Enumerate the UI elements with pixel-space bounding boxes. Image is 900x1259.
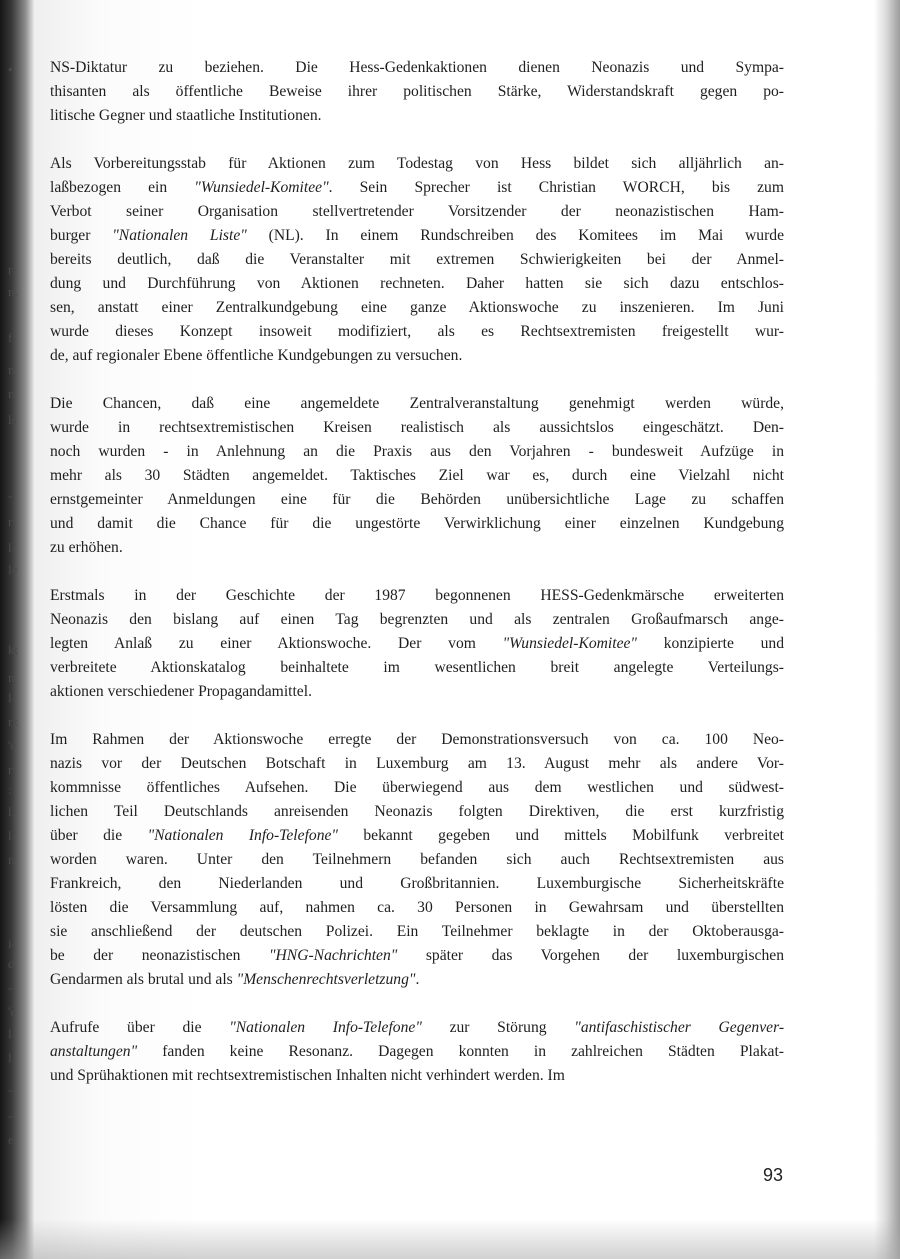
text-line xyxy=(50,752,784,776)
margin-fragment: d xyxy=(8,956,15,971)
italic-quote: "Nationalen Info-Telefone" xyxy=(229,1019,422,1036)
text-segment: . xyxy=(415,971,420,988)
text-segment: laßbezogen ein xyxy=(50,179,195,196)
text-segment: und Sprühaktionen mit rechtsextremistischen Inhalten nicht verhindert werden. Im xyxy=(50,1067,565,1084)
text-line xyxy=(50,512,784,536)
text-segment: zur Störung xyxy=(421,1019,575,1036)
text-line xyxy=(50,1040,784,1064)
italic-quote: "antifaschistischer Gegenver- xyxy=(574,1019,785,1036)
facing-page-margin-fragments xyxy=(0,0,30,1259)
text-line xyxy=(50,632,784,656)
text-segment: burger xyxy=(50,227,113,244)
paragraph xyxy=(50,1016,784,1088)
paragraph-gap xyxy=(50,128,784,152)
text-segment: Als Vorbereitungsstab für Aktionen zum Todestag von Hess bildet sich alljährlich an- xyxy=(50,155,784,172)
margin-fragment: l- xyxy=(8,690,16,705)
text-segment: . Sein Sprecher ist Christian WORCH, bis zum xyxy=(328,179,784,196)
page-number: 93 xyxy=(762,1165,783,1185)
margin-fragment: n xyxy=(8,670,15,685)
text-line xyxy=(50,1064,784,1088)
text-line xyxy=(50,416,784,440)
text-segment: wurde dieses Konzept insoweit modifiziert, als es Rechtsextremisten freigestellt wur- xyxy=(50,323,784,340)
margin-fragment: rz xyxy=(8,714,19,729)
paragraph-gap xyxy=(50,992,784,1016)
margin-fragment: e xyxy=(8,1132,14,1147)
text-line xyxy=(50,536,784,560)
text-segment: litische Gegner und staatliche Institutionen. xyxy=(50,107,322,124)
paragraph xyxy=(50,152,784,368)
text-line xyxy=(50,224,784,248)
text-line xyxy=(50,296,784,320)
margin-fragment: - xyxy=(8,1082,13,1097)
text-segment: fanden keine Resonanz. Dagegen konnten in zahlreichen Städten Plakat- xyxy=(137,1043,784,1060)
text-line xyxy=(50,104,784,128)
text-segment: ernstgemeinter Anmeldungen eine für die Behörden unübersichtliche Lage zu schaffen xyxy=(50,491,784,508)
text-line xyxy=(50,56,784,80)
text-segment: (NL). In einem Rundschreiben des Komitees im Mai wurde xyxy=(246,227,784,244)
paragraph xyxy=(50,392,784,560)
text-line xyxy=(50,320,784,344)
text-segment: Verbot seiner Organisation stellvertretender Vorsitzender der neonazistischen Ham- xyxy=(50,203,784,220)
text-segment: Frankreich, den Niederlanden und Großbritannien. Luxemburgische Sicherheitskräfte xyxy=(50,875,784,892)
italic-quote: "HNG-Nachrichten" xyxy=(269,947,398,964)
margin-fragment: le xyxy=(8,562,18,577)
text-line xyxy=(50,944,784,968)
margin-fragment: l- xyxy=(8,540,16,555)
text-segment: Die Chancen, daß eine angemeldete Zentralveranstaltung genehmigt werden würde, xyxy=(50,395,784,412)
text-segment: Aufrufe über die xyxy=(50,1019,230,1036)
text-line xyxy=(50,872,784,896)
paragraph xyxy=(50,56,784,128)
text-segment: lösten die Versammlung auf, nahmen ca. 30 Personen in Gewahrsam und überstellten xyxy=(50,899,784,916)
text-segment: und damit die Chance für die ungestörte Verwirklichung einer einzelnen Kundgebung xyxy=(50,515,784,532)
text-segment: aktionen verschiedener Propagandamittel. xyxy=(50,683,312,700)
text-segment: sie anschließend der deutschen Polizei. Ein Teilnehmer beklagte in der Oktoberausga- xyxy=(50,923,784,940)
margin-fragment: f- xyxy=(8,330,17,345)
text-segment: Gendarmen als brutal und als xyxy=(50,971,237,988)
margin-fragment: kt xyxy=(8,642,19,657)
paragraph xyxy=(50,728,784,992)
margin-fragment: - xyxy=(8,980,13,995)
text-line xyxy=(50,344,784,368)
text-line xyxy=(50,464,784,488)
text-line xyxy=(50,248,784,272)
text-segment: zu erhöhen. xyxy=(50,539,123,556)
text-segment: mehr als 30 Städten angemeldet. Taktisches Ziel war es, durch eine Vielzahl nicht xyxy=(50,467,784,484)
text-segment: worden waren. Unter den Teilnehmern befanden sich auch Rechtsextremisten aus xyxy=(50,851,784,868)
text-segment: lichen Teil Deutschlands anreisenden Neonazis folgten Direktiven, die erst kurzfristig xyxy=(50,803,784,820)
text-segment: bereits deutlich, daß die Veranstalter mit extremen Schwierigkeiten bei der Anmel- xyxy=(50,251,784,268)
margin-fragment: n xyxy=(8,852,15,867)
text-segment: über die xyxy=(50,827,148,844)
paragraph xyxy=(50,584,784,704)
italic-quote: "Menschenrechtsverletzung" xyxy=(236,971,416,988)
margin-fragment: l xyxy=(8,1050,12,1065)
text-line xyxy=(50,656,784,680)
margin-fragment: ls xyxy=(8,412,17,427)
paragraph-gap xyxy=(50,560,784,584)
text-segment: dung und Durchführung von Aktionen rechneten. Daher hatten sie sich dazu entschlos- xyxy=(50,275,784,292)
text-line xyxy=(50,80,784,104)
text-line xyxy=(50,176,784,200)
text-line xyxy=(50,680,784,704)
text-segment: Im Rahmen der Aktionswoche erregte der Demonstrationsversuch von ca. 100 Neo- xyxy=(50,731,784,748)
italic-quote: "Wunsiedel-Komitee" xyxy=(502,635,637,652)
text-segment: wurde in rechtsextremistischen Kreisen realistisch als aussichtslos eingeschätzt. Den- xyxy=(50,419,784,436)
text-segment: noch wurden - in Anlehnung an die Praxis aus den Vorjahren - bundesweit Aufzüge in xyxy=(50,443,784,460)
text-segment: konzipierte und xyxy=(636,635,784,652)
text-line xyxy=(50,152,784,176)
margin-fragment: r- xyxy=(8,262,17,277)
text-line xyxy=(50,200,784,224)
text-line xyxy=(50,824,784,848)
italic-quote: "Wunsiedel-Komitee" xyxy=(194,179,329,196)
margin-fragment: : xyxy=(8,782,12,797)
margin-fragment: • xyxy=(8,62,13,77)
margin-fragment: 'e xyxy=(8,1004,17,1019)
text-segment: be der neonazistischen xyxy=(50,947,269,964)
margin-fragment: i- xyxy=(8,936,16,951)
margin-fragment: l- xyxy=(8,1026,16,1041)
margin-fragment: l- xyxy=(8,828,16,843)
text-line xyxy=(50,776,784,800)
text-line xyxy=(50,584,784,608)
paragraph-gap xyxy=(50,704,784,728)
text-line xyxy=(50,608,784,632)
paragraph-gap xyxy=(50,368,784,392)
margin-fragment: - xyxy=(8,488,13,503)
text-segment: später das Vorgehen der luxemburgischen xyxy=(397,947,784,964)
margin-fragment: n xyxy=(8,386,15,401)
text-segment: Erstmals in der Geschichte der 1987 begonnenen HESS-Gedenkmärsche erweiterten xyxy=(50,587,784,604)
text-segment: NS-Diktatur zu beziehen. Die Hess-Gedenkaktionen dienen Neonazis und Sympa- xyxy=(50,59,784,76)
margin-fragment: n, xyxy=(8,284,18,299)
text-segment: thisanten als öffentliche Beweise ihrer politischen Stärke, Widerstandskraft gegen po- xyxy=(50,83,784,100)
text-line xyxy=(50,272,784,296)
bottom-shadow xyxy=(0,1219,900,1259)
text-segment: kommnisse öffentliches Aufsehen. Die überwiegend aus dem westlichen und südwest- xyxy=(50,779,784,796)
text-line xyxy=(50,1016,784,1040)
text-segment: Neonazis den bislang auf einen Tag begrenzten und als zentralen Großaufmarsch ange- xyxy=(50,611,784,628)
text-line xyxy=(50,800,784,824)
text-segment: sen, anstatt einer Zentralkundgebung eine ganze Aktionswoche zu inszenieren. Im Juni xyxy=(50,299,784,316)
text-segment: legten Anlaß zu einer Aktionswoche. Der vom xyxy=(50,635,503,652)
page-edge-shadow xyxy=(874,0,900,1259)
text-line xyxy=(50,896,784,920)
document-body xyxy=(50,56,784,1088)
text-line xyxy=(50,848,784,872)
text-segment: verbreitete Aktionskatalog beinhaltete im wesentlichen breit angelegte Verteilungs- xyxy=(50,659,784,676)
text-segment: nazis vor der Deutschen Botschaft in Luxemburg am 13. August mehr als andere Vor- xyxy=(50,755,784,772)
margin-fragment: 'e xyxy=(8,738,17,753)
italic-quote: anstaltungen" xyxy=(50,1043,138,1060)
italic-quote: "Nationalen Liste" xyxy=(112,227,247,244)
text-segment: bekannt gegeben und mittels Mobilfunk verbreitet xyxy=(337,827,785,844)
text-line xyxy=(50,488,784,512)
margin-fragment: - xyxy=(8,1108,13,1123)
text-line xyxy=(50,728,784,752)
margin-fragment: l, xyxy=(8,804,15,819)
text-line xyxy=(50,392,784,416)
text-line xyxy=(50,968,784,992)
margin-fragment: r- xyxy=(8,514,17,529)
margin-fragment: n xyxy=(8,362,15,377)
text-line xyxy=(50,440,784,464)
text-segment: de, auf regionaler Ebene öffentliche Kundgebungen zu versuchen. xyxy=(50,347,463,364)
text-line xyxy=(50,920,784,944)
italic-quote: "Nationalen Info-Telefone" xyxy=(147,827,338,844)
margin-fragment: r- xyxy=(8,762,17,777)
